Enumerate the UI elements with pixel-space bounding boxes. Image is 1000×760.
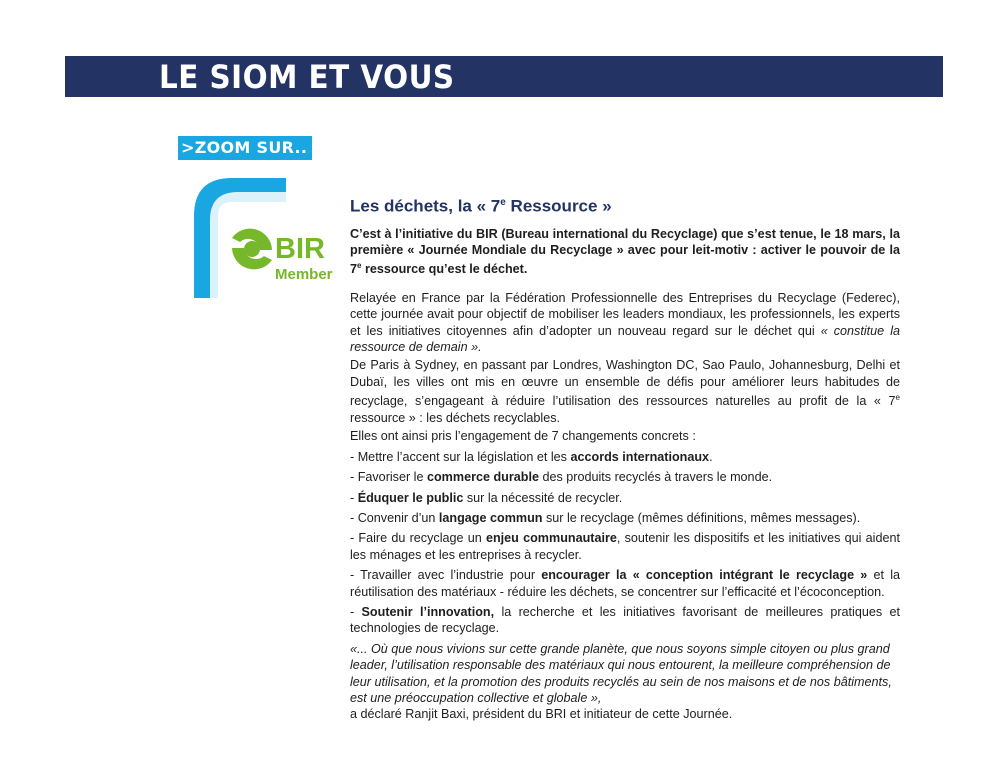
article-title: Les déchets, la « 7e Ressource »	[350, 196, 612, 216]
paragraph-federec: Relayée en France par la Fédération Professionnelle des Entreprises du Recyclage (Federec), cette journée avait pour objectif de mobiliser les leaders mondiaux, les professionnels, les experts et les initiatives citoyennes afin d’adopter un nouveau regard sur le déchet qui « constitue la ressource de demain ».	[350, 290, 900, 355]
list-item: - Favoriser le commerce durable des produits recyclés à travers le monde.	[350, 470, 773, 485]
paragraph-cities: De Paris à Sydney, en passant par Londres, Washington DC, Sao Paulo, Johannesburg, Delhi et Dubaï, les villes ont mis en œuvre un ensemble de défis pour améliorer leurs habitudes de recyclage, s’engageant à réduire l’utilisation des ressources naturelles au profit de la « 7e ressource » : les déchets recyclables.	[350, 358, 900, 425]
logo-text-bir: BIR	[275, 233, 325, 265]
list-item: - Éduquer le public sur la nécessité de recycler.	[350, 490, 623, 505]
quote-attribution: a déclaré Ranjit Baxi, président du BRI et initiateur de cette Journée.	[350, 707, 733, 722]
logo-text-member: Member	[275, 266, 333, 283]
list-item: - Soutenir l’innovation, la recherche et les initiatives favorisant de meilleures pratiques et technologies de recyclage.	[350, 604, 900, 636]
page-title: LE SIOM ET VOUS	[159, 58, 455, 96]
list-item: - Travailler avec l’industrie pour encourager la « conception intégrant le recyclage » et la réutilisation des matériaux - réduire les déchets, se concentrer sur l’efficacité et l’écoconception.	[350, 568, 900, 599]
article-lead: C’est à l’initiative du BIR (Bureau international du Recyclage) que s’est tenue, le 18 mars, la première « Journée Mondiale du Recyclage » avec pour leit-motiv : activer le pouvoir de la 7e ressource qu’est le déchet.	[350, 226, 900, 276]
paragraph-commitments: Elles ont ainsi pris l’engagement de 7 changements concrets :	[350, 429, 696, 444]
quote: «... Où que nous vivions sur cette grande planète, que nous soyons simple citoyen ou plus grand leader, l’utilisation responsable des matériaux qui nous entourent, la meilleure compréhension de leur utilisation, et la promotion des produits recyclés au sein de nos maisons et de nos bâtiments, est une préoccupation collective et globale »,	[350, 641, 892, 705]
section-tag: >ZOOM SUR..	[178, 136, 312, 160]
list-item: - Mettre l’accent sur la législation et les accords internationaux.	[350, 449, 713, 464]
article	[350, 192, 900, 723]
bir-member-logo	[174, 178, 336, 300]
header-banner	[65, 56, 943, 97]
recycle-swirl-icon	[232, 229, 272, 270]
commitments-list	[350, 449, 900, 637]
list-item: - Faire du recyclage un enjeu communautaire, soutenir les dispositifs et les initiatives qui aident les ménages et les entreprises à recycler.	[350, 531, 900, 562]
list-item: - Convenir d’un langage commun sur le recyclage (mêmes définitions, mêmes messages).	[350, 510, 861, 525]
